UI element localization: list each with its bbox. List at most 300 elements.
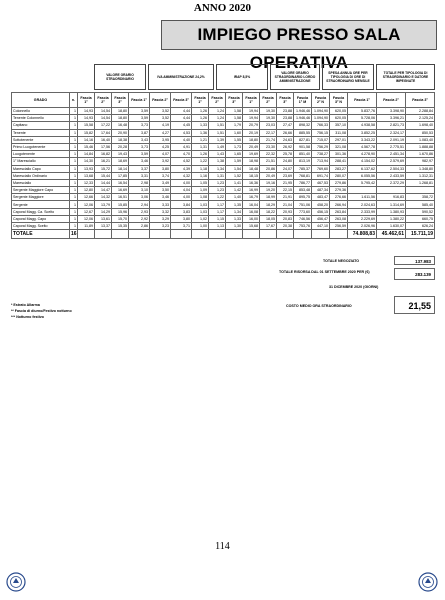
column-header: n. bbox=[70, 93, 78, 108]
table-cell: 1.312,31 bbox=[406, 172, 435, 179]
table-cell: 3,83 bbox=[171, 208, 192, 215]
table-cell: 620,05 bbox=[330, 115, 348, 122]
summary-risorsa-value: 283.139 bbox=[394, 268, 435, 280]
table-cell: 585,40 bbox=[406, 201, 435, 208]
table-cell: 3.343,22 bbox=[348, 136, 377, 143]
table-cell: 256,59 bbox=[330, 223, 348, 230]
table-cell: 1.083,40 bbox=[406, 136, 435, 143]
table-cell: 24,80 bbox=[277, 158, 294, 165]
table-cell: 456,15 bbox=[312, 208, 330, 215]
column-header: Fascia 1° bbox=[243, 93, 260, 108]
table-cell: 279,36 bbox=[330, 187, 348, 194]
column-header: Fascia 3° bbox=[277, 93, 294, 108]
table-cell bbox=[78, 230, 95, 239]
table-cell: 1,54 bbox=[226, 165, 243, 172]
table-cell: 4,07 bbox=[150, 151, 171, 158]
table-cell: 4,00 bbox=[171, 194, 192, 201]
table-cell: 1 bbox=[70, 136, 78, 143]
table-cell: 3,87 bbox=[129, 129, 150, 136]
table-cell: 2.821,73 bbox=[377, 122, 406, 129]
table-cell: 24,63 bbox=[277, 136, 294, 143]
table-cell: 20,38 bbox=[277, 223, 294, 230]
table-row bbox=[12, 129, 435, 136]
row-label: Sottotenente bbox=[12, 136, 70, 143]
table-cell: 15,58 bbox=[78, 122, 95, 129]
row-label: Luogotenente bbox=[12, 151, 70, 158]
table-cell: 18,80 bbox=[243, 136, 260, 143]
table-cell: 1,30 bbox=[226, 223, 243, 230]
table-cell: 20,19 bbox=[243, 129, 260, 136]
table-cell: 1 bbox=[70, 172, 78, 179]
table-cell: 1 bbox=[70, 165, 78, 172]
table-cell: 3,74 bbox=[150, 172, 171, 179]
table-cell: 715,07 bbox=[312, 136, 330, 143]
table-cell: 18,38 bbox=[112, 136, 129, 143]
table-cell: 916,83 bbox=[377, 194, 406, 201]
footnote: * Estrato Allarma bbox=[11, 303, 40, 307]
sheet-title: IMPIEGO PRESSO SALA OPERATIVA bbox=[161, 20, 437, 50]
column-header: Fascia 2° bbox=[260, 93, 277, 108]
table-cell: 1.094,90 bbox=[312, 108, 330, 115]
table-cell: 21,74 bbox=[260, 136, 277, 143]
table-cell: 23,88 bbox=[277, 108, 294, 115]
table-cell: 14,54 bbox=[95, 108, 112, 115]
table-cell: 1.946,46 bbox=[294, 108, 312, 115]
table-cell: 14,44 bbox=[95, 179, 112, 186]
table-cell: 3,95 bbox=[150, 136, 171, 143]
table-cell: 1.611,56 bbox=[348, 194, 377, 201]
table-cell: 15,82 bbox=[78, 129, 95, 136]
table-cell: 23,88 bbox=[277, 115, 294, 122]
table-cell: 263,84 bbox=[330, 208, 348, 215]
table-cell: 1,65 bbox=[226, 151, 243, 158]
table-cell: 3,52 bbox=[150, 115, 171, 122]
table-cell: 18,99 bbox=[260, 194, 277, 201]
table-cell: 1,35 bbox=[226, 201, 243, 208]
spreadsheet bbox=[11, 14, 435, 314]
table-cell: 1 bbox=[70, 108, 78, 115]
table-cell: 766,33 bbox=[312, 122, 330, 129]
summary-totale-value: 137.983 bbox=[394, 256, 435, 265]
footnote: *** Notturno festivo bbox=[11, 315, 44, 319]
table-cell: 2.026,96 bbox=[348, 223, 377, 230]
table-cell: 15,68 bbox=[243, 223, 260, 230]
table-cell: 1,42 bbox=[226, 187, 243, 194]
table-cell: 4,70 bbox=[171, 151, 192, 158]
table-cell: 17,22 bbox=[95, 122, 112, 129]
table-cell: 1,43 bbox=[209, 151, 226, 158]
table-body bbox=[12, 108, 435, 239]
table-cell: 590,52 bbox=[406, 208, 435, 215]
table-cell: 751,06 bbox=[294, 201, 312, 208]
group-header-iva: IVA AMMINISTRAZIONE 24,2% bbox=[148, 64, 214, 90]
table-cell: 1,51 bbox=[209, 129, 226, 136]
table-cell: 297,01 bbox=[330, 136, 348, 143]
table-cell: 21,91 bbox=[277, 194, 294, 201]
table-cell: 15,70 bbox=[112, 215, 129, 222]
table-cell: 21,04 bbox=[277, 201, 294, 208]
table-cell: 3,23 bbox=[150, 223, 171, 230]
table-cell: 3,33 bbox=[150, 201, 171, 208]
table-cell: 756,29 bbox=[312, 143, 330, 150]
table-cell: 20,93 bbox=[277, 208, 294, 215]
table-cell: 4,32 bbox=[171, 172, 192, 179]
table-cell: 22,15 bbox=[277, 187, 294, 194]
row-label: Primo Luogotenente bbox=[12, 143, 70, 150]
table-cell: 1,24 bbox=[209, 108, 226, 115]
table-cell: 19,69 bbox=[243, 151, 260, 158]
table-cell: 321,08 bbox=[330, 143, 348, 150]
table-cell: 1 bbox=[70, 223, 78, 230]
table-cell bbox=[348, 187, 377, 194]
table-cell: 982,97 bbox=[406, 158, 435, 165]
table-cell: 22,17 bbox=[260, 129, 277, 136]
table-cell: 14,32 bbox=[95, 194, 112, 201]
table-cell: 3,06 bbox=[129, 194, 150, 201]
table-row bbox=[12, 230, 435, 239]
table-cell: 786,77 bbox=[294, 179, 312, 186]
table-cell: 1 bbox=[70, 208, 78, 215]
table-cell: 16 bbox=[71, 231, 77, 238]
table-cell: 2,86 bbox=[129, 223, 150, 230]
table-cell: 19,43 bbox=[112, 151, 129, 158]
table-cell: 13,61 bbox=[95, 215, 112, 222]
table-cell bbox=[277, 230, 294, 239]
table-cell: 1,31 bbox=[192, 143, 209, 150]
table-cell: 15,72 bbox=[95, 165, 112, 172]
table-cell: 311,08 bbox=[330, 129, 348, 136]
table-cell: 1.268,81 bbox=[406, 179, 435, 186]
summary-totale-label: TOTALE NEGOZIATO bbox=[323, 259, 360, 263]
data-table bbox=[11, 92, 435, 239]
table-cell: 16,69 bbox=[112, 187, 129, 194]
table-cell: 358,72 bbox=[406, 194, 435, 201]
table-cell: 3,59 bbox=[129, 108, 150, 115]
row-label: Colonnello bbox=[12, 108, 70, 115]
table-cell: 4,27 bbox=[150, 129, 171, 136]
column-header: Fascia 3° N bbox=[330, 93, 348, 108]
column-header: Fascia 2° N bbox=[312, 93, 330, 108]
table-cell: 13,68 bbox=[78, 172, 95, 179]
table-cell: 1,15 bbox=[209, 215, 226, 222]
table-cell: 1 bbox=[70, 115, 78, 122]
table-row bbox=[12, 158, 435, 165]
table-cell: 1.348,80 bbox=[406, 165, 435, 172]
row-label: Tenente Colonnello bbox=[12, 115, 70, 122]
emblem-seal-left bbox=[6, 572, 26, 592]
table-row bbox=[12, 172, 435, 179]
table-cell: 3,10 bbox=[129, 187, 150, 194]
table-cell: 1 bbox=[70, 201, 78, 208]
table-cell bbox=[209, 230, 226, 239]
table-cell: 20,28 bbox=[112, 143, 129, 150]
table-cell: 14,30 bbox=[78, 158, 95, 165]
summary-costo-label: COSTO MEDIO ORA STRAORDINARIO bbox=[286, 304, 352, 308]
group-header-lordo: VALORE ORARIO STRAORDINARIO LORDO AMMINISTRAZIONE bbox=[270, 64, 320, 90]
row-label: Maresciallo Ordinario bbox=[12, 172, 70, 179]
table-cell: 19,20 bbox=[260, 187, 277, 194]
table-row bbox=[12, 194, 435, 201]
page-number: 114 bbox=[215, 541, 230, 552]
table-cell: 4,00 bbox=[171, 179, 192, 186]
table-cell: 18,48 bbox=[243, 165, 260, 172]
row-label: Maresciallo bbox=[12, 179, 70, 186]
table-cell: 12,33 bbox=[78, 179, 95, 186]
table-cell: 2,94 bbox=[129, 201, 150, 208]
table-cell: 483,47 bbox=[312, 194, 330, 201]
table-cell: 769,60 bbox=[312, 165, 330, 172]
table-cell: 1 bbox=[70, 158, 78, 165]
table-cell: 1,24 bbox=[209, 115, 226, 122]
table-cell: 1,34 bbox=[226, 208, 243, 215]
table-cell: 15,46 bbox=[78, 143, 95, 150]
table-cell: 18,22 bbox=[260, 208, 277, 215]
table-cell: 691,74 bbox=[312, 172, 330, 179]
table-cell: 18,98 bbox=[243, 158, 260, 165]
table-cell: 1.888,88 bbox=[406, 143, 435, 150]
table-cell: 12,06 bbox=[78, 215, 95, 222]
table-cell: 1,03 bbox=[192, 208, 209, 215]
table-cell: 20,83 bbox=[277, 215, 294, 222]
table-cell: 20,79 bbox=[243, 122, 260, 129]
table-row bbox=[12, 108, 435, 115]
table-cell: 2,93 bbox=[129, 208, 150, 215]
table-cell: 1,36 bbox=[192, 129, 209, 136]
table-cell bbox=[112, 230, 129, 239]
row-label: TOTALE bbox=[12, 230, 70, 239]
table-cell: 458,20 bbox=[312, 201, 330, 208]
table-cell: 1,13 bbox=[209, 223, 226, 230]
table-cell: 487,34 bbox=[312, 187, 330, 194]
table-cell: 3.396,21 bbox=[377, 115, 406, 122]
table-cell: 753,76 bbox=[294, 223, 312, 230]
table-cell: 1,26 bbox=[192, 151, 209, 158]
table-cell: 738,27 bbox=[312, 151, 330, 158]
table-cell: 5.795,42 bbox=[348, 179, 377, 186]
table-cell: 3,52 bbox=[150, 108, 171, 115]
table-cell: 20,49 bbox=[260, 172, 277, 179]
table-cell: 25,78 bbox=[277, 151, 294, 158]
table-row bbox=[12, 136, 435, 143]
table-cell: 1,41 bbox=[226, 179, 243, 186]
table-cell: 1,73 bbox=[226, 143, 243, 150]
table-cell: 4,91 bbox=[171, 143, 192, 150]
table-cell: 1,05 bbox=[192, 179, 209, 186]
table-row bbox=[12, 201, 435, 208]
table-cell: 1 bbox=[70, 122, 78, 129]
column-header: Fascia 2° bbox=[95, 93, 112, 108]
table-cell: 14,54 bbox=[95, 115, 112, 122]
table-cell: 1,79 bbox=[226, 122, 243, 129]
table-cell: 1,33 bbox=[226, 215, 243, 222]
table-cell: 785,37 bbox=[294, 165, 312, 172]
table-cell: 16,00 bbox=[243, 215, 260, 222]
row-label: Tenente bbox=[12, 129, 70, 136]
table-cell: 12,66 bbox=[78, 194, 95, 201]
table-cell: 853,48 bbox=[294, 187, 312, 194]
table-cell: 21,51 bbox=[260, 158, 277, 165]
table-cell: 2,92 bbox=[129, 215, 150, 222]
table-cell: 13,93 bbox=[78, 165, 95, 172]
table-cell bbox=[95, 230, 112, 239]
table-cell bbox=[312, 230, 330, 239]
table-cell: 15,44 bbox=[95, 172, 112, 179]
column-header: Fascia 1° bbox=[78, 93, 95, 108]
table-cell: 3,29 bbox=[150, 215, 171, 222]
table-cell: 2.433,59 bbox=[377, 172, 406, 179]
table-cell: 1,55 bbox=[226, 136, 243, 143]
table-cell: 18,80 bbox=[112, 108, 129, 115]
table-cell: 22,32 bbox=[260, 151, 277, 158]
table-cell: 12,67 bbox=[78, 208, 95, 215]
table-cell: 279,86 bbox=[330, 179, 348, 186]
table-cell: 1.380,93 bbox=[377, 208, 406, 215]
column-header: Fascia 1° bbox=[129, 93, 150, 108]
table-cell: 17,85 bbox=[112, 172, 129, 179]
table-row bbox=[12, 143, 435, 150]
table-cell: 3,31 bbox=[129, 172, 150, 179]
table-cell: 266,94 bbox=[330, 201, 348, 208]
table-cell: 16,99 bbox=[243, 187, 260, 194]
table-cell: 14,84 bbox=[78, 151, 95, 158]
column-header: Fascia 1° bbox=[348, 93, 377, 108]
table-cell: 467,53 bbox=[312, 179, 330, 186]
table-cell: 1.670,86 bbox=[406, 151, 435, 158]
table-cell: 1,17 bbox=[209, 208, 226, 215]
table-cell: 23,69 bbox=[277, 172, 294, 179]
table-cell: 827,81 bbox=[294, 136, 312, 143]
table-cell: 19,94 bbox=[243, 115, 260, 122]
table-cell bbox=[129, 230, 150, 239]
table-cell: 12,80 bbox=[78, 187, 95, 194]
table-cell: 3,46 bbox=[129, 158, 150, 165]
table-cell: 1,22 bbox=[209, 194, 226, 201]
table-cell: 1 bbox=[70, 129, 78, 136]
table-cell: 18,29 bbox=[260, 201, 277, 208]
table-cell: 4,39 bbox=[171, 165, 192, 172]
group-header-valore: VALORE ORARIO STRAORDINARIO bbox=[94, 64, 146, 90]
table-cell: 3,50 bbox=[150, 187, 171, 194]
table-cell: 20,90 bbox=[112, 129, 129, 136]
table-cell: 1,09 bbox=[192, 187, 209, 194]
table-cell: 16,51 bbox=[112, 194, 129, 201]
summary-risorsa-label: TOTALE RISORSA DAL 01 SETTEMBRE 2020 PER (€) bbox=[279, 270, 370, 274]
table-cell: 26,92 bbox=[277, 143, 294, 150]
table-cell: 2.288,84 bbox=[406, 108, 435, 115]
table-cell: 4,44 bbox=[171, 108, 192, 115]
table-cell: 1 bbox=[70, 187, 78, 194]
table-cell: 357,10 bbox=[330, 122, 348, 129]
table-cell: 4,44 bbox=[171, 115, 192, 122]
table-cell: 17,67 bbox=[260, 223, 277, 230]
group-header-spesa: SPESA ANNUA ORE PER TIPOLOGIA DI ORE DI STRAORDINARIO MENSILE bbox=[322, 64, 374, 90]
table-cell bbox=[406, 187, 435, 194]
table-row bbox=[12, 208, 435, 215]
column-header: Fascia 3° bbox=[112, 93, 129, 108]
table-row bbox=[12, 215, 435, 222]
table-cell: 2.579,69 bbox=[377, 158, 406, 165]
table-cell: 4.278,90 bbox=[348, 151, 377, 158]
table-cell: 4,25 bbox=[150, 143, 171, 150]
table-cell: 16,08 bbox=[243, 208, 260, 215]
table-cell: 851,40 bbox=[294, 151, 312, 158]
row-label: Capitano bbox=[12, 122, 70, 129]
table-cell: 1,58 bbox=[226, 115, 243, 122]
column-header: Fascia 2° bbox=[209, 93, 226, 108]
table-cell: 4,45 bbox=[171, 122, 192, 129]
table-cell: 1,17 bbox=[209, 201, 226, 208]
row-label: Caporal Magg. Scelto bbox=[12, 223, 70, 230]
table-cell: 3,80 bbox=[171, 215, 192, 222]
table-row bbox=[12, 151, 435, 158]
emblem-seal-right bbox=[418, 572, 438, 592]
footnotes bbox=[11, 302, 72, 320]
table-cell bbox=[294, 230, 312, 239]
table-cell: 895,75 bbox=[294, 194, 312, 201]
summary-date-label: 31 DICEMBRE 2020 (GIORNI) bbox=[329, 285, 379, 289]
table-cell: 1,21 bbox=[192, 136, 209, 143]
table-row bbox=[12, 115, 435, 122]
table-cell: 17,56 bbox=[95, 143, 112, 150]
table-cell: 4.567,78 bbox=[348, 143, 377, 150]
table-cell: 4,52 bbox=[171, 158, 192, 165]
column-header: Fascia 2° bbox=[377, 93, 406, 108]
table-cell: 5.837,76 bbox=[348, 108, 377, 115]
table-cell: 3.398,90 bbox=[377, 108, 406, 115]
table-cell: 19,16 bbox=[260, 179, 277, 186]
table-cell: 1 bbox=[70, 179, 78, 186]
table-cell: 1,40 bbox=[226, 194, 243, 201]
table-cell: 1,49 bbox=[209, 143, 226, 150]
table-cell: 5.728,06 bbox=[348, 115, 377, 122]
table-cell bbox=[260, 230, 277, 239]
table-cell: 1,60 bbox=[226, 129, 243, 136]
table-cell: 3,73 bbox=[129, 143, 150, 150]
row-label: Caporal Magg. Ca. Scelto bbox=[12, 208, 70, 215]
table-cell: 1 bbox=[70, 151, 78, 158]
table-cell: 1,23 bbox=[209, 187, 226, 194]
table-cell: 16,48 bbox=[112, 122, 129, 129]
table-cell: 2.333,99 bbox=[348, 208, 377, 215]
table-cell: 3,59 bbox=[129, 151, 150, 158]
table-cell: 18,14 bbox=[112, 165, 129, 172]
table-cell: 1,31 bbox=[209, 172, 226, 179]
table-cell: 20,86 bbox=[260, 165, 277, 172]
table-cell: 21,95 bbox=[277, 179, 294, 186]
table-cell: 1,22 bbox=[192, 158, 209, 165]
table-cell: 14,16 bbox=[78, 136, 95, 143]
column-header: Fascia 3° bbox=[171, 93, 192, 108]
group-header-irap: IRAP 8,5% bbox=[216, 64, 268, 90]
table-cell: 280,07 bbox=[330, 172, 348, 179]
table-cell: 447,10 bbox=[312, 223, 330, 230]
table-cell: 2.372,29 bbox=[377, 179, 406, 186]
table-cell: 1,33 bbox=[192, 122, 209, 129]
table-cell: 18,69 bbox=[112, 158, 129, 165]
row-label: 1° Maresciallo bbox=[12, 158, 70, 165]
table-cell: 1,51 bbox=[209, 122, 226, 129]
table-cell: 3,32 bbox=[150, 208, 171, 215]
table-cell: 15,35 bbox=[112, 223, 129, 230]
table-cell: 3,80 bbox=[150, 165, 171, 172]
table-cell: 19,94 bbox=[243, 108, 260, 115]
table-cell: 3,49 bbox=[150, 179, 171, 186]
column-header: Fascia 3° bbox=[406, 93, 435, 108]
table-cell: 15,96 bbox=[112, 208, 129, 215]
table-cell bbox=[171, 230, 192, 239]
table-cell: 2,98 bbox=[129, 179, 150, 186]
table-cell: 1,58 bbox=[226, 108, 243, 115]
